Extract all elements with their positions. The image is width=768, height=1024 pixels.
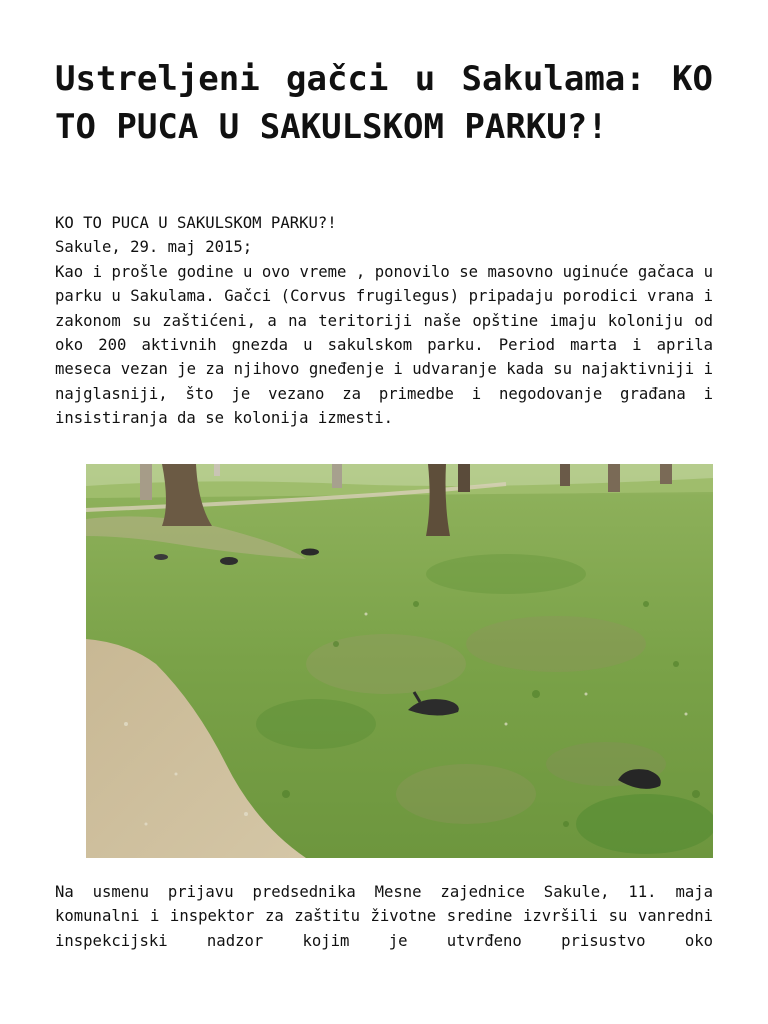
article-paragraph: Na usmenu prijavu predsednika Mesne zajednice Sakule, 11. maja komunalni i inspektor za zaštitu životne sredine izvršili su vanredni inspekcijski nadzor kojim je utvrđeno prisustvo oko [55,883,713,950]
tree-trunk [458,464,470,492]
grass-clump [426,554,586,594]
tree-trunk [660,464,672,484]
tree-trunk [140,464,152,500]
tree-trunk [332,464,342,488]
soil-patch [396,764,536,824]
grass-clump [256,699,376,749]
park-photo [86,464,713,858]
article-continuation [55,880,713,953]
grass-clump [576,794,713,854]
article-title: Ustreljeni gačci u Sakulama: KO TO PUCA U SAKULSKOM PARKU?! [55,59,713,147]
article-paragraph: Kao i prošle godine u ovo vreme , ponovilo se masovno uginuće gačaca u parku u Sakulama. Gačci (Corvus frugilegus) pripadaju porodici vrana i zakonom su zaštićeni, a na teritoriji naše opštine imaju koloniju od oko 200 aktivnih gnezda u sakulskom parku. Period marta i aprila meseca vezan je za njihovo gneđenje i udvaranje kada su najaktivniji i najglasniji, što je vezano za primedbe i negodovanje građana i insistiranja da se kolonija izmesti. [55,262,713,428]
dead-bird [301,549,319,556]
soil-patch [466,616,646,672]
tree-trunk [560,464,570,486]
dead-bird [220,557,238,565]
tree-trunk [214,464,220,476]
tree-trunk [608,464,620,492]
dead-bird [154,554,168,560]
article-subheading: KO TO PUCA U SAKULSKOM PARKU?! [55,214,337,232]
soil-patch [306,634,466,694]
article-dateline: Sakule, 29. maj 2015; [55,238,253,257]
article-intro [55,211,713,431]
park-photo-illustration [86,464,713,858]
